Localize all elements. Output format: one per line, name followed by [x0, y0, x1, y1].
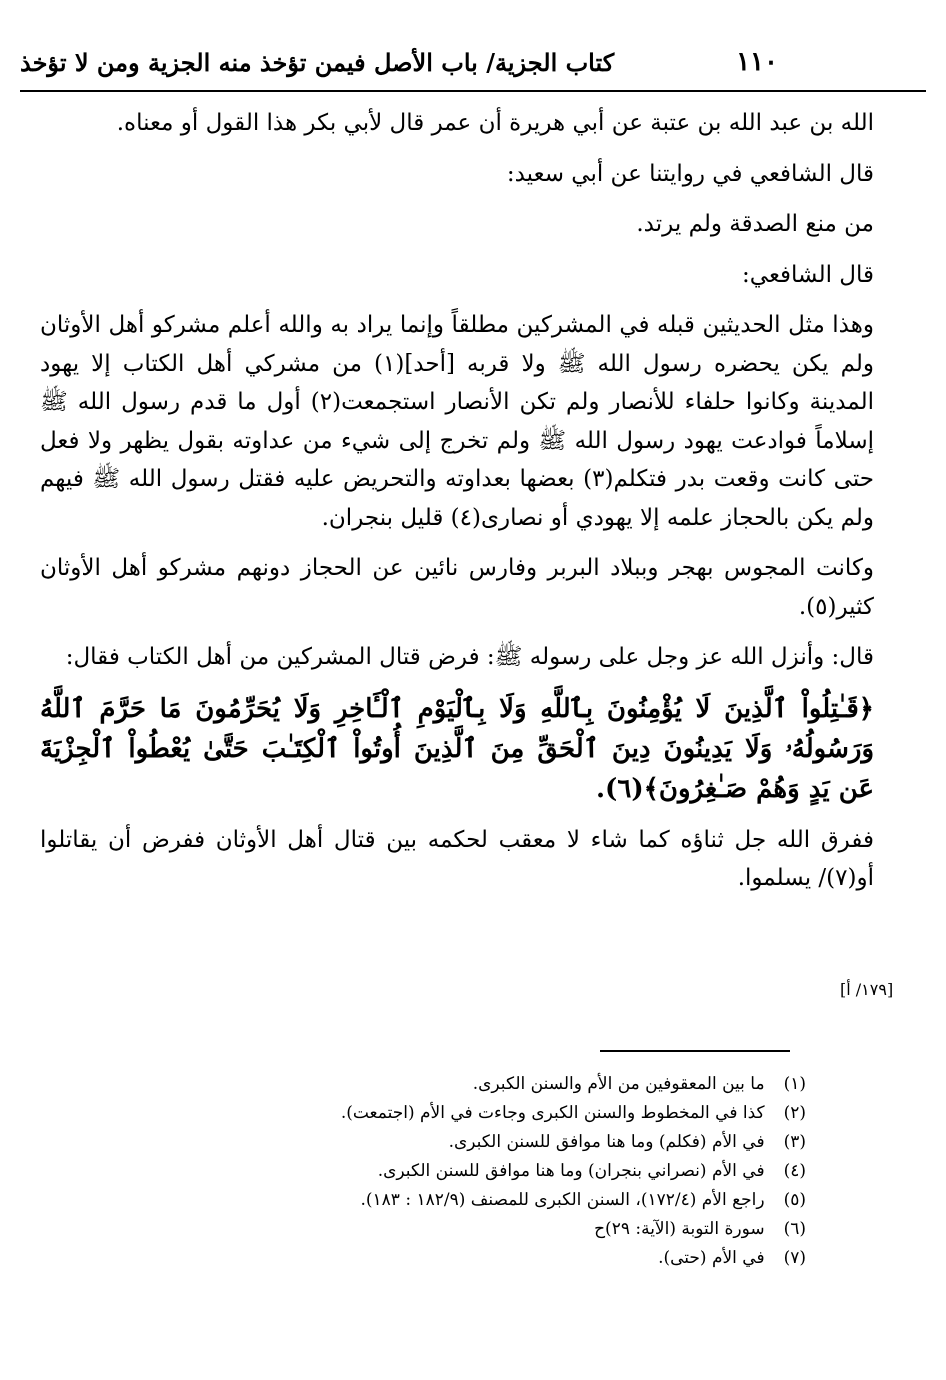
footnote — [200, 1215, 806, 1244]
paragraph: قال الشافعي في روايتنا عن أبي سعيد: — [506, 160, 874, 187]
footnote-text: راجع الأم (١٧٢/٤)، السنن الكبرى للمصنف (١٨٢/٩ : ١٨٣). — [360, 1190, 765, 1210]
footnote-text: في الأم (نصراني بنجران) وما هنا موافق للسنن الكبرى. — [377, 1161, 765, 1181]
quran-verse: ﴿قَـٰتِلُواْ ٱلَّذِينَ لَا يُؤْمِنُونَ بِٱللَّهِ وَلَا بِٱلْيَوْمِ ٱلْـَٔاخِرِ وَلَا يُحَرِّمُونَ مَا حَرَّمَ ٱللَّهُ وَرَسُولُهُۥ وَلَا يَدِينُونَ دِينَ ٱلْحَقِّ مِنَ ٱلَّذِينَ أُوتُواْ ٱلْكِتَـٰبَ حَتَّىٰ يُعْطُواْ ٱلْجِزْيَةَ عَن يَدٍ وَهُمْ صَـٰغِرُونَ﴾(٦). — [40, 693, 874, 804]
footnote — [200, 1186, 806, 1215]
footnote-number: (٤) — [783, 1161, 806, 1181]
footnote-separator — [600, 1050, 790, 1052]
footnote-text: كذا في المخطوط والسنن الكبرى وجاءت في الأم (اجتمعت). — [340, 1103, 765, 1123]
paragraph: ففرق الله جل ثناؤه كما شاء لا معقب لحكمه بين قتال أهل الأوثان ففرض أن يقاتلوا أو(٧)/ يسلموا. — [40, 826, 874, 891]
footnote-text: في الأم (فكلم) وما هنا موافق للسنن الكبرى. — [448, 1132, 765, 1152]
footnote-number: (٧) — [783, 1248, 806, 1268]
paragraph: من منع الصدقة ولم يرتد. — [636, 211, 874, 237]
header-title: كتاب الجزية/ باب الأصل فيمن تؤخذ منه الجزية ومن لا تؤخذ — [20, 47, 615, 77]
footnote — [200, 1128, 806, 1157]
manuscript-folio-ref: [١٧٩/ أ] — [840, 980, 894, 999]
running-header — [20, 34, 926, 92]
paragraph: قال: وأنزل الله عز وجل على رسوله ﷺ: فرض قتال المشركين من أهل الكتاب فقال: — [65, 644, 874, 670]
footnote — [200, 1244, 806, 1273]
footnote-number: (٢) — [783, 1103, 806, 1123]
paragraph: قال الشافعي: — [742, 261, 874, 288]
footnote-text: سورة التوبة (الآية: ٢٩)ح — [594, 1219, 765, 1239]
paragraph: وهذا مثل الحديثين قبله في المشركين مطلقاً وإنما يراد به والله أعلم مشركو أهل الأوثان ولم يكن يحضره رسول الله ﷺ ولا قربه [أحد](١) من مشركي أهل الكتاب إلا يهود المدينة وكانوا حلفاء للأنصار ولم تكن الأنصار استجمعت(٢) أول ما قدم رسول الله ﷺ إسلاماً فوادعت يهود رسول الله ﷺ ولم تخرج إلى شيء من عداوته بقول يظهر ولا فعل حتى كانت وقعت بدر فتكلم(٣) بعضها بعداوته والتحريض عليه فقتل رسول الله ﷺ فيهم ولم يكن بالحجاز علمه إلا يهودي أو نصارى(٤) قليل بنجران. — [40, 312, 874, 531]
footnotes — [200, 1070, 806, 1273]
main-text — [40, 104, 874, 910]
footnote — [200, 1070, 806, 1099]
paragraph: وكانت المجوس بهجر وببلاد البربر وفارس نائين عن الحجاز دونهم مشركو أهل الأوثان كثير(٥). — [40, 555, 874, 620]
footnote-number: (٣) — [783, 1132, 806, 1152]
footnote-number: (٦) — [783, 1219, 806, 1239]
footnote — [200, 1157, 806, 1186]
footnote-text: في الأم (حتى). — [658, 1248, 765, 1268]
footnote-number: (١) — [783, 1074, 806, 1094]
paragraph: الله بن عبد الله بن عتبة عن أبي هريرة أن عمر قال لأبي بكر هذا القول أو معناه. — [116, 110, 874, 136]
page-number: ١١٠ — [736, 47, 778, 77]
footnote-number: (٥) — [783, 1190, 806, 1210]
footnote-text: ما بين المعقوفين من الأم والسنن الكبرى. — [472, 1074, 765, 1094]
footnote — [200, 1099, 806, 1128]
